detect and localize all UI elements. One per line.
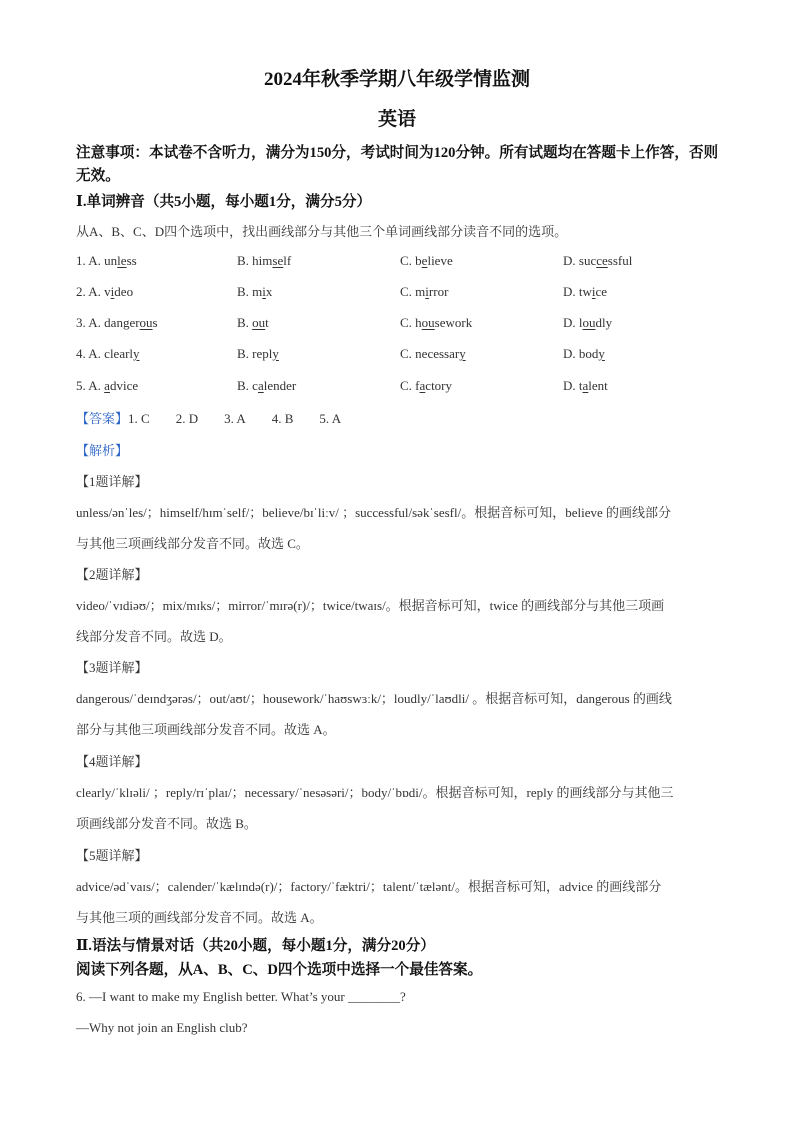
detail-label: 【2题详解】 bbox=[76, 567, 148, 582]
underlined-part: ou bbox=[582, 315, 596, 330]
detail-text: 线部分发音不同。故选 D。 bbox=[76, 629, 232, 644]
answer-item: 1. C bbox=[128, 411, 150, 426]
underlined-part: y bbox=[598, 346, 605, 361]
option: B. himself bbox=[237, 253, 292, 268]
detail-label: 【1题详解】 bbox=[76, 474, 148, 489]
option: 5. A. advice bbox=[76, 378, 139, 393]
underlined-part: ou bbox=[421, 315, 435, 330]
underlined-part: a bbox=[257, 378, 264, 393]
option: 3. A. dangerous bbox=[76, 315, 158, 330]
option: C. necessary bbox=[400, 346, 466, 361]
section1-instruction: 从A、B、C、D四个选项中，找出画线部分与其他三个单词画线部分读音不同的选项。 bbox=[76, 224, 568, 239]
notice bbox=[76, 142, 726, 188]
option: C. housework bbox=[400, 315, 473, 330]
underlined-part: ou bbox=[139, 315, 153, 330]
detail-text: advice/ədˈvaɪs/；calender/ˈkælɪndə(r)/；factory/ˈfæktri/；talent/ˈtælənt/。根据音标可知，advice 的画线部分 bbox=[76, 879, 662, 894]
option: 2. A. video bbox=[76, 284, 134, 299]
option: B. mix bbox=[237, 284, 273, 299]
answer-line bbox=[76, 408, 367, 427]
detail-text: 与其他三项画线部分发音不同。故选 C。 bbox=[76, 536, 309, 551]
option: D. body bbox=[563, 346, 605, 361]
option: B. calender bbox=[237, 378, 297, 393]
subject-title: 英语 bbox=[377, 109, 416, 130]
option: D. successful bbox=[563, 253, 633, 268]
option: C. believe bbox=[400, 253, 453, 268]
underlined-part: se bbox=[272, 253, 284, 268]
underlined-part: a bbox=[582, 378, 589, 393]
underlined-part: le bbox=[117, 253, 127, 268]
answer-item: 5. A bbox=[319, 411, 342, 426]
section2-heading: Ⅱ.语法与情景对话（共20小题，每小题1分，满分20分） bbox=[76, 938, 435, 954]
question-row bbox=[76, 253, 736, 273]
option: D. loudly bbox=[563, 315, 613, 330]
underlined-part: y bbox=[133, 346, 140, 361]
question-row bbox=[76, 315, 736, 335]
detail-text: clearly/ˈklɪəli/ ；reply/rɪˈplaɪ/；necessary/ˈnesəsəri/；body/ˈbɒdi/。根据音标可知，reply 的画线部分与其他三 bbox=[76, 785, 674, 800]
underlined-part: y bbox=[459, 346, 466, 361]
underlined-part: i bbox=[591, 284, 596, 299]
question-6: 6. —I want to make my English better. What’s your ________? bbox=[76, 989, 406, 1004]
detail-text: dangerous/ˈdeɪndʒərəs/；out/aʊt/；housework/ˈhaʊswɜːk/；loudly/ˈlaʊdli/ 。根据音标可知，dangerous 的画线 bbox=[76, 691, 672, 706]
detail-text: video/ˈvɪdiəʊ/；mix/mɪks/；mirror/ˈmɪrə(r)/；twice/twaɪs/。根据音标可知，twice 的画线部分与其他三项画 bbox=[76, 598, 665, 613]
underlined-part: ou bbox=[252, 315, 266, 330]
exam-title: 2024年秋季学期八年级学情监测 bbox=[263, 69, 530, 90]
detail-text: 部分与其他三项画线部分发音不同。故选 A。 bbox=[76, 722, 336, 737]
detail-label: 【3题详解】 bbox=[76, 660, 148, 675]
underlined-part: y bbox=[272, 346, 279, 361]
detail-label: 【4题详解】 bbox=[76, 754, 148, 769]
detail-text: 项画线部分发音不同。故选 B。 bbox=[76, 816, 257, 831]
question-row bbox=[76, 346, 736, 366]
underlined-part: ce bbox=[596, 253, 608, 268]
option: D. twice bbox=[563, 284, 608, 299]
detail-text: unless/ənˈles/；himself/hɪmˈself/；believe/bɪˈliːv/ ；successful/səkˈsesfl/。根据音标可知，believe 的画线部分 bbox=[76, 505, 672, 520]
detail-label: 【5题详解】 bbox=[76, 848, 148, 863]
notice-label: 注意事项： bbox=[76, 145, 149, 161]
answer-item: 3. A bbox=[224, 411, 246, 426]
option: D. talent bbox=[563, 378, 608, 393]
option: B. reply bbox=[237, 346, 279, 361]
question-row bbox=[76, 378, 736, 398]
option: B. out bbox=[237, 315, 269, 330]
notice-text: 本试卷不含听力，满分为150分，考试时间为120分钟。所有试题均在答题卡上作答，否则无效。 bbox=[76, 145, 719, 184]
underlined-part: i bbox=[425, 284, 429, 299]
underlined-part: a bbox=[104, 378, 110, 393]
underlined-part: i bbox=[110, 284, 115, 299]
answer-values bbox=[128, 411, 367, 426]
section1-heading: Ⅰ.单词辨音（共5小题，每小题1分，满分5分） bbox=[76, 194, 372, 210]
answer-item: 2. D bbox=[175, 411, 199, 426]
underlined-part: e bbox=[421, 253, 428, 268]
answer-item: 4. B bbox=[271, 411, 294, 426]
question-6-reply: —Why not join an English club? bbox=[76, 1020, 248, 1035]
option: C. mirror bbox=[400, 284, 449, 299]
section2-instruction: 阅读下列各题，从A、B、C、D四个选项中选择一个最佳答案。 bbox=[76, 962, 483, 978]
detail-text: 与其他三项的画线部分发音不同。故选 A。 bbox=[76, 910, 323, 925]
answer-label: 【答案】 bbox=[76, 411, 129, 426]
option: 1. A. unless bbox=[76, 253, 137, 268]
underlined-part: a bbox=[419, 378, 426, 393]
option: 4. A. clearly bbox=[76, 346, 140, 361]
analysis-label: 【解析】 bbox=[76, 443, 129, 458]
question-row bbox=[76, 284, 736, 304]
underlined-part: i bbox=[262, 284, 266, 299]
option: C. factory bbox=[400, 378, 453, 393]
